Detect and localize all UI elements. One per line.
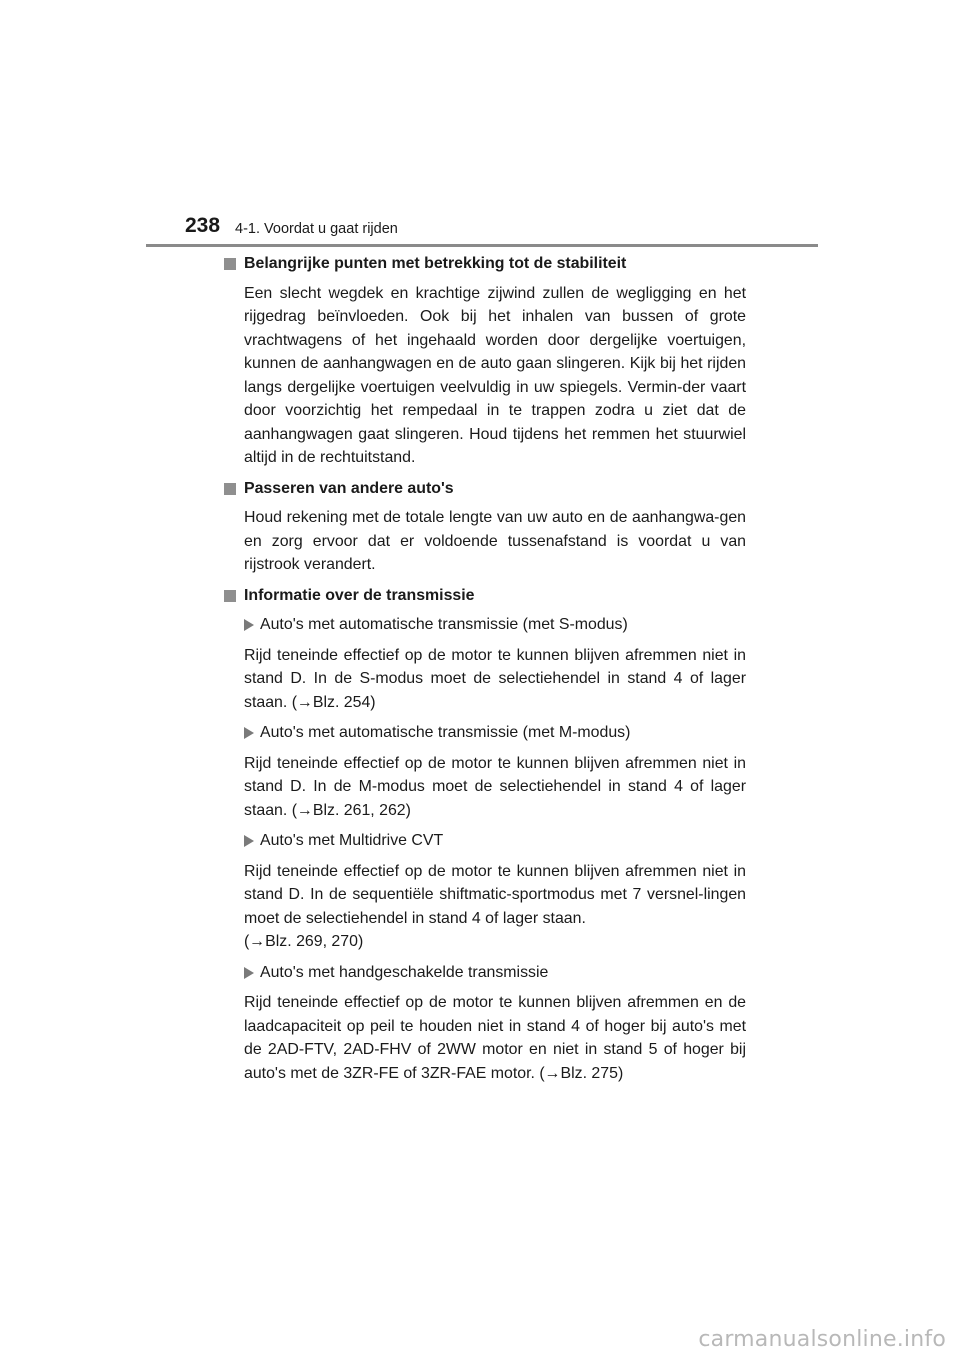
sub-item-label [244,829,746,853]
section-title: 4-1. Voordat u gaat rijden [235,221,398,237]
paragraph: Rijd teneinde effectief op de motor te kunnen blijven afremmen niet in stand D. In de sequentiële shiftmatic-sportmodus met 7 versnel-lingen moet de selectiehendel in stand 4 of lager staan. [244,862,746,927]
section-heading-stability [222,252,746,276]
heading-text: Belangrijke punten met betrekking tot de stabiliteit [244,255,627,272]
sub-item-text: Auto's met automatische transmissie (met M-modus) [260,724,631,741]
triangle-bullet-icon [244,835,254,847]
paragraph: Rijd teneinde effectief op de motor te kunnen blijven afremmen niet in stand D. In de M-modus moet de selectiehendel in stand 4 of lager staan. (→Blz. 261, 262) [244,754,746,819]
page-content [222,252,746,1092]
paragraph: Een slecht wegdek en krachtige zijwind zullen de wegligging en het rijgedrag beïnvloeden. Ook bij het inhalen van bussen of grote vrachtwagens of het ingehaald worden door dergelijke voertuigen, kunnen de aanhangwagen en de auto gaan slingeren. Kijk bij het rijden langs dergelijke voertuigen veelvuldig in uw spiegels. Vermin-der vaart door voorzichtig het rempedaal in te trappen zodra u ziet dat de aanhangwagen gaat slingeren. Houd tijdens het remmen het stuurwiel altijd in de rechtuitstand. [244,284,746,466]
page-number: 238 [185,214,221,237]
heading-text: Informatie over de transmissie [244,586,475,604]
paragraph: Rijd teneinde effectief op de motor te kunnen blijven afremmen niet in stand D. In de S-modus moet de selectiehendel in stand 4 of lager staan. (→Blz. 254) [244,646,746,711]
sub-item-text: Auto's met handgeschakelde transmissie [260,963,549,981]
sub-item-label [244,721,746,745]
watermark: carmanualsonline.info [698,1327,946,1352]
paragraph: Rijd teneinde effectief op de motor te kunnen blijven afremmen en de laadcapaciteit op peil te houden niet in stand 4 of hoger bij auto's met de 2AD-FTV, 2AD-FHV of 2WW motor en niet in stand 5 of hoger bij auto's met de 3ZR-FE of 3ZR-FAE motor. (→Blz. 275) [244,994,746,1082]
section-heading-passing [222,477,746,501]
paragraph: Houd rekening met de totale lengte van uw auto en de aanhangwa-gen en zorg ervoor dat er voldoende tussenafstand is voordat u van rijstrook verandert. [244,509,746,573]
heading-text: Passeren van andere auto's [244,479,454,497]
triangle-bullet-icon [244,727,254,739]
square-bullet-icon [224,258,236,270]
sub-item-text: Auto's met automatische transmissie (met S-modus) [260,616,628,633]
square-bullet-icon [224,483,236,495]
header-rule [146,244,818,247]
sub-item-label [244,961,746,985]
square-bullet-icon [224,590,236,602]
section-heading-transmission [222,584,746,608]
sub-item-label [244,613,746,637]
sub-item-text: Auto's met Multidrive CVT [260,832,444,849]
paragraph-reference: (→Blz. 269, 270) [244,933,364,950]
triangle-bullet-icon [244,619,254,631]
triangle-bullet-icon [244,967,254,979]
